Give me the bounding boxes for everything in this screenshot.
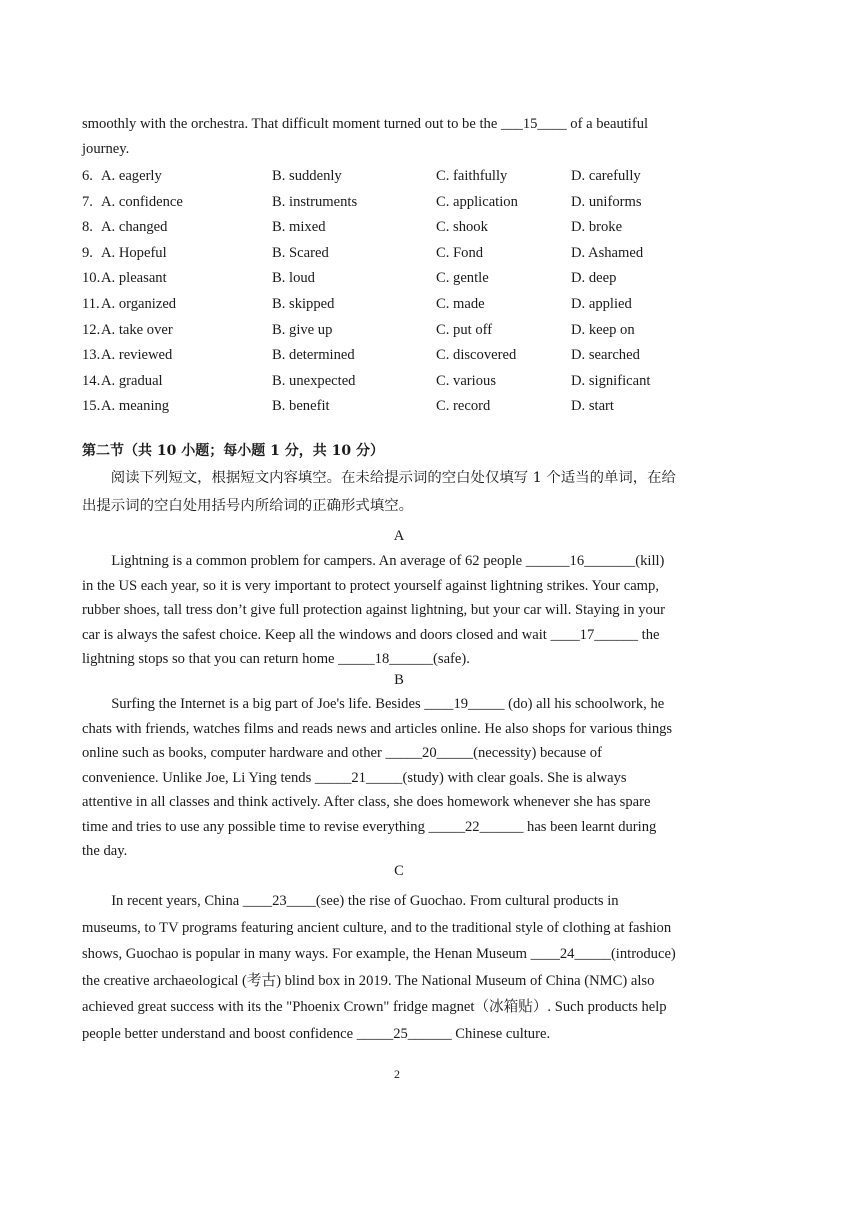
option-c: C. Fond [436, 244, 484, 261]
question-number: 8. [82, 219, 93, 236]
question-number: 13. [82, 347, 101, 364]
passage-line: attentive in all classes and think actively. After class, she does homework whenever she has spare [82, 794, 651, 810]
passage-line: car is always the safest choice. Keep all the windows and doors closed and wait ____17______ the [82, 626, 660, 643]
option-c: C. made [436, 295, 485, 312]
question-row-6 [82, 164, 716, 190]
option-c: C. shook [436, 219, 488, 236]
question-row-14 [82, 369, 716, 395]
option-a: A. eagerly [101, 168, 162, 184]
option-c: C. gentle [436, 270, 489, 287]
option-a: A. take over [101, 321, 173, 338]
option-d: D. broke [571, 219, 623, 236]
option-a: A. changed [101, 219, 168, 236]
passage-line: chats with friends, watches films and reads news and articles online. He also shops for various things [82, 720, 673, 737]
passage-line: convenience. Unlike Joe, Li Ying tends _____21_____(study) with clear goals. She is always [82, 769, 627, 786]
instruction-line: 出提示词的空白处用括号内所给词的正确形式填空。 [82, 498, 413, 514]
section-title: 第二节（共 10 小题；每小题 1 分，共 10 分） [82, 443, 384, 459]
option-a: A. confidence [101, 193, 183, 210]
question-row-12 [82, 318, 716, 344]
passage-line: time and tries to use any possible time to revise everything _____22______ has been learnt during [82, 818, 657, 835]
passage-line: the day. [82, 843, 128, 859]
option-d: D. deep [571, 270, 617, 287]
question-number: 12. [82, 321, 101, 338]
question-number: 9. [82, 244, 93, 261]
option-c: C. put off [436, 321, 493, 338]
option-b: B. skipped [272, 295, 335, 312]
option-c: C. discovered [436, 347, 517, 364]
question-number: 10. [82, 270, 101, 287]
passage-line: online such as books, computer hardware and other _____20_____(necessity) because of [82, 745, 602, 761]
option-b: B. give up [272, 321, 333, 338]
intro-line: smoothly with the orchestra. That difficult moment turned out to be the ___15____ of a beautiful [82, 116, 649, 132]
intro-line: journey. [82, 140, 130, 157]
option-b: B. unexpected [272, 372, 356, 389]
option-d: D. significant [571, 372, 651, 389]
question-row-8 [82, 215, 716, 241]
option-b: B. determined [272, 347, 355, 364]
option-c: C. faithfully [436, 168, 508, 184]
option-a: A. meaning [101, 398, 170, 415]
passage-line: achieved great success with its the "Phoenix Crown" fridge magnet（冰箱贴）. Such products help [82, 999, 667, 1015]
passage-line: shows, Guochao is popular in many ways. For example, the Henan Museum ____24_____(introduce) [82, 946, 676, 962]
passage-b-heading: B [394, 672, 404, 688]
option-c: C. various [436, 372, 496, 389]
question-number: 6. [82, 168, 93, 184]
option-b: B. loud [272, 270, 315, 287]
page-number: 2 [394, 1067, 400, 1081]
option-d: D. keep on [571, 321, 635, 338]
passage-c-heading: C [394, 863, 404, 879]
instruction-line: 阅读下列短文，根据短文内容填空。在未给提示词的空白处仅填写 1 个适当的单词，在给 [82, 470, 676, 486]
instructions [82, 464, 716, 520]
option-a: A. pleasant [101, 270, 167, 287]
option-b: B. suddenly [272, 168, 342, 184]
passage-line: in the US each year, so it is very important to protect yourself against lightning strikes. Your camp, [82, 577, 659, 594]
passage-line: lightning stops so that you can return home _____18______(safe). [82, 651, 470, 667]
question-number: 15. [82, 398, 101, 415]
passage-b [82, 692, 716, 864]
passage-c [82, 888, 716, 1047]
passage-line: Lightning is a common problem for campers. An average of 62 people ______16_______(kill) [82, 553, 665, 569]
option-b: B. instruments [272, 193, 358, 210]
option-b: B. Scared [272, 244, 329, 261]
option-c: C. record [436, 398, 491, 415]
question-number: 7. [82, 193, 93, 210]
option-a: A. Hopeful [101, 244, 167, 261]
passage-line: Surfing the Internet is a big part of Joe's life. Besides ____19_____ (do) all his schoolwork, he [82, 696, 665, 712]
option-d: D. applied [571, 295, 632, 312]
question-row-13 [82, 343, 716, 369]
option-a: A. organized [101, 295, 177, 312]
question-row-9 [82, 241, 716, 267]
question-row-7 [82, 190, 716, 216]
option-b: B. mixed [272, 219, 326, 236]
question-row-11 [82, 292, 716, 318]
option-d: D. uniforms [571, 193, 642, 210]
passage-line: people better understand and boost confidence _____25______ Chinese culture. [82, 1025, 551, 1042]
option-d: D. Ashamed [571, 244, 644, 261]
option-d: D. start [571, 398, 614, 415]
passage-line: In recent years, China ____23____(see) the rise of Guochao. From cultural products in [82, 893, 619, 909]
question-number: 11. [82, 295, 100, 312]
option-d: D. carefully [571, 168, 641, 184]
question-number: 14. [82, 372, 101, 389]
option-b: B. benefit [272, 398, 330, 415]
passage-line: the creative archaeological (考古) blind box in 2019. The National Museum of China (NMC) also [82, 972, 655, 989]
passage-line: museums, to TV programs featuring ancient culture, and to the traditional style of clothing at fashion [82, 919, 672, 936]
question-row-10 [82, 266, 716, 292]
intro-paragraph [82, 112, 716, 161]
option-c: C. application [436, 193, 518, 210]
option-d: D. searched [571, 347, 640, 364]
passage-line: rubber shoes, tall tress don’t give full protection against lightning, but your car will. Staying in your [82, 602, 665, 618]
question-row-15 [82, 394, 716, 420]
option-a: A. reviewed [101, 347, 173, 364]
options-list [82, 164, 716, 420]
passage-a [82, 549, 716, 672]
passage-a-heading: A [393, 528, 405, 544]
option-a: A. gradual [101, 372, 163, 389]
